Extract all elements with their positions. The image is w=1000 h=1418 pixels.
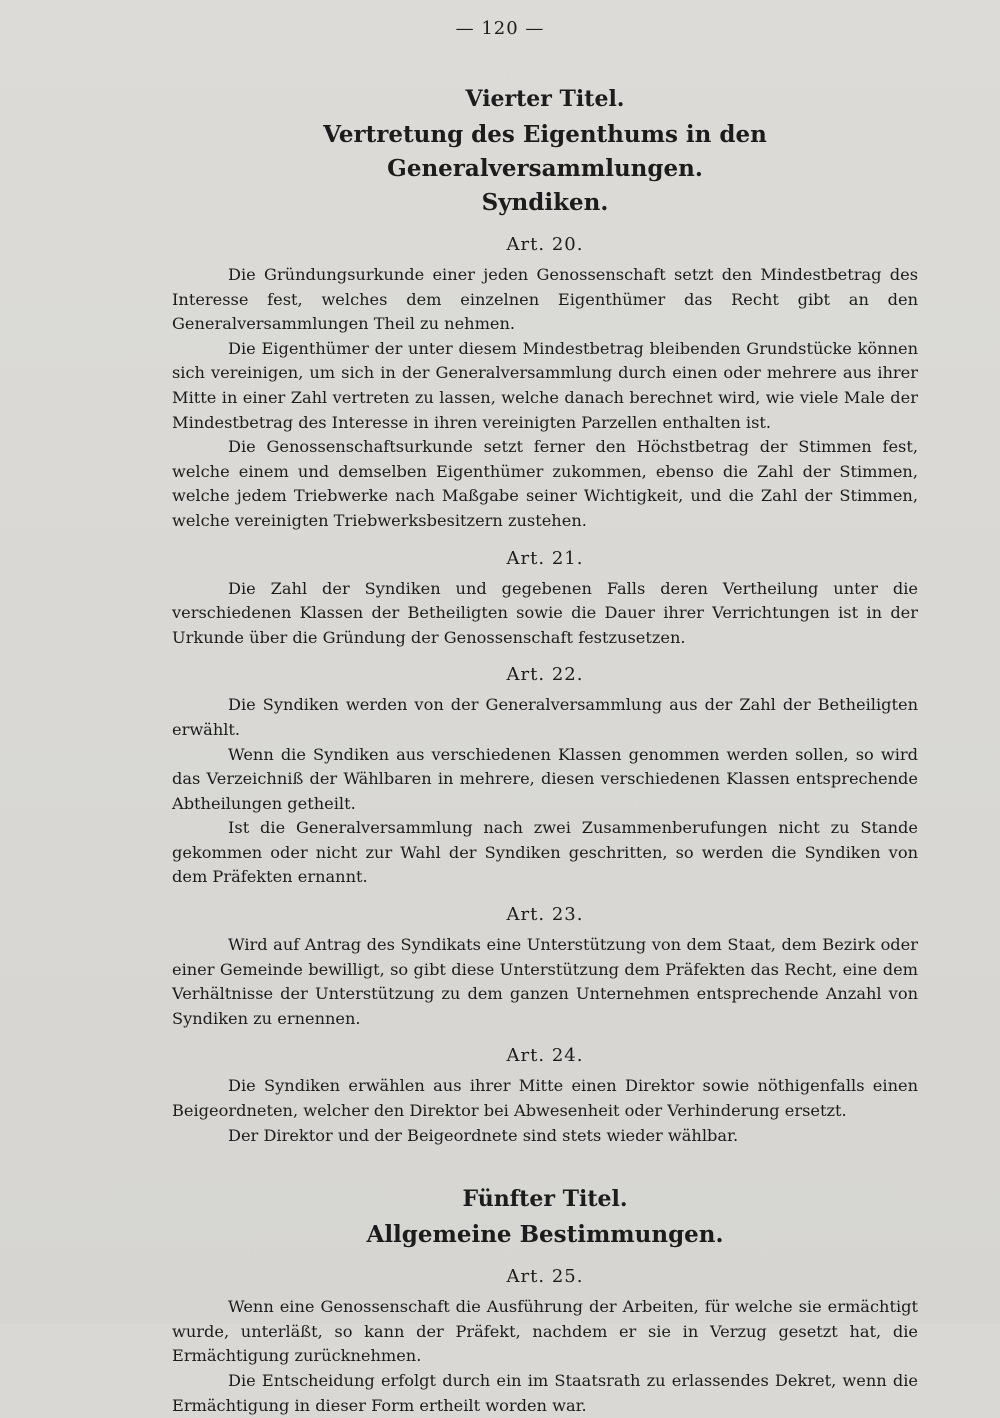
article-label: Art. 24. [506,1045,584,1067]
paragraph: Die Genossenschaftsurkunde setzt ferner den Höchstbetrag der Stimmen fest, welche einem und demselben Eigenthümer zukommen, ebenso die Zahl der Stimmen, welche jedem Triebwerke nach Maßgabe seiner Wichtigkeit, und die Zahl der Stimmen, welche vereinigten Triebwerksbesitzern zustehen. [172,437,918,530]
paragraph: Wenn eine Genossenschaft die Ausführung der Arbeiten, für welche sie ermächtigt wurde, unterläßt, so kann der Präfekt, nachdem er sie in Verzug gesetzt hat, die Ermächtigung zurücknehmen. [172,1297,918,1366]
section-subheading: Syndiken. [481,189,609,216]
article-label: Art. 23. [506,904,584,926]
article-label: Art. 22. [506,664,584,686]
section-spacer [172,1148,918,1186]
paragraph: Die Entscheidung erfolgt durch ein im Staatsrath zu erlassendes Dekret, wenn die Ermächtigung in dieser Form ertheilt worden war. [172,1371,918,1415]
paragraph: Die Syndiken erwählen aus ihrer Mitte einen Direktor sowie nöthigenfalls einen Beigeordneten, welcher den Direktor bei Abwesenheit oder Verhinderung ersetzt. [172,1076,918,1121]
section-fuenfter-titel [172,1186,918,1418]
article-label: Art. 21. [506,547,584,569]
page-number: — 120 — [455,18,545,39]
paragraph: Die Zahl der Syndiken und gegebenen Falls deren Vertheilung unter die verschiedenen Klassen der Betheiligten sowie die Dauer ihrer Verrichtungen ist in der Urkunde über die Gründung der Genossenschaft festzusetzen. [172,578,918,647]
paragraph: Wird auf Antrag des Syndikats eine Unterstützung von dem Staat, dem Bezirk oder einer Gemeinde bewilligt, so gibt diese Unterstützung dem Präfekten das Recht, eine dem Verhältnisse der Unterstützung zu dem ganzen Unternehmen entsprechende Anzahl von Syndiken zu ernennen. [172,935,918,1028]
section-heading: Allgemeine Bestimmungen. [366,1221,724,1249]
paragraph: Ist die Generalversammlung nach zwei Zusammenberufungen nicht zu Stande gekommen oder nicht zur Wahl der Syndiken geschritten, so werden die Syndiken von dem Präfekten ernannt. [172,818,918,887]
paragraph: Die Syndiken werden von der Generalversammlung aus der Zahl der Betheiligten erwählt. [172,695,918,739]
page-content [172,86,918,1418]
section-heading: Vertretung des Eigenthums in den Generalversammlungen. [323,121,767,182]
article-label: Art. 25. [506,1266,584,1288]
paragraph: Der Direktor und der Beigeordnete sind stets wieder wählbar. [228,1125,739,1145]
paragraph: Wenn die Syndiken aus verschiedenen Klassen genommen werden sollen, so wird das Verzeichniß der Wählbaren in mehrere, diesen verschiedenen Klassen entsprechende Abtheilungen getheilt. [172,744,918,813]
paragraph: Die Eigenthümer der unter diesem Mindestbetrag bleibenden Grundstücke können sich vereinigen, um sich in der Generalversammlung durch einen oder mehrere aus ihrer Mitte in einer Zahl vertreten zu lassen, welche danach berechnet wird, wie viele Male der Mindestbetrag des Interesse in ihren vereinigten Parzellen enthalten ist. [172,338,918,432]
paragraph: Die Gründungsurkunde einer jeden Genossenschaft setzt den Mindestbetrag des Interesse fest, welches dem einzelnen Eigenthümer das Recht gibt an den Generalversammlungen Theil zu nehmen. [172,265,918,334]
section-vierter-titel [172,86,918,1148]
article-label: Art. 20. [506,234,584,255]
section-title: Vierter Titel. [465,86,625,112]
section-title: Fünfter Titel. [462,1186,628,1213]
